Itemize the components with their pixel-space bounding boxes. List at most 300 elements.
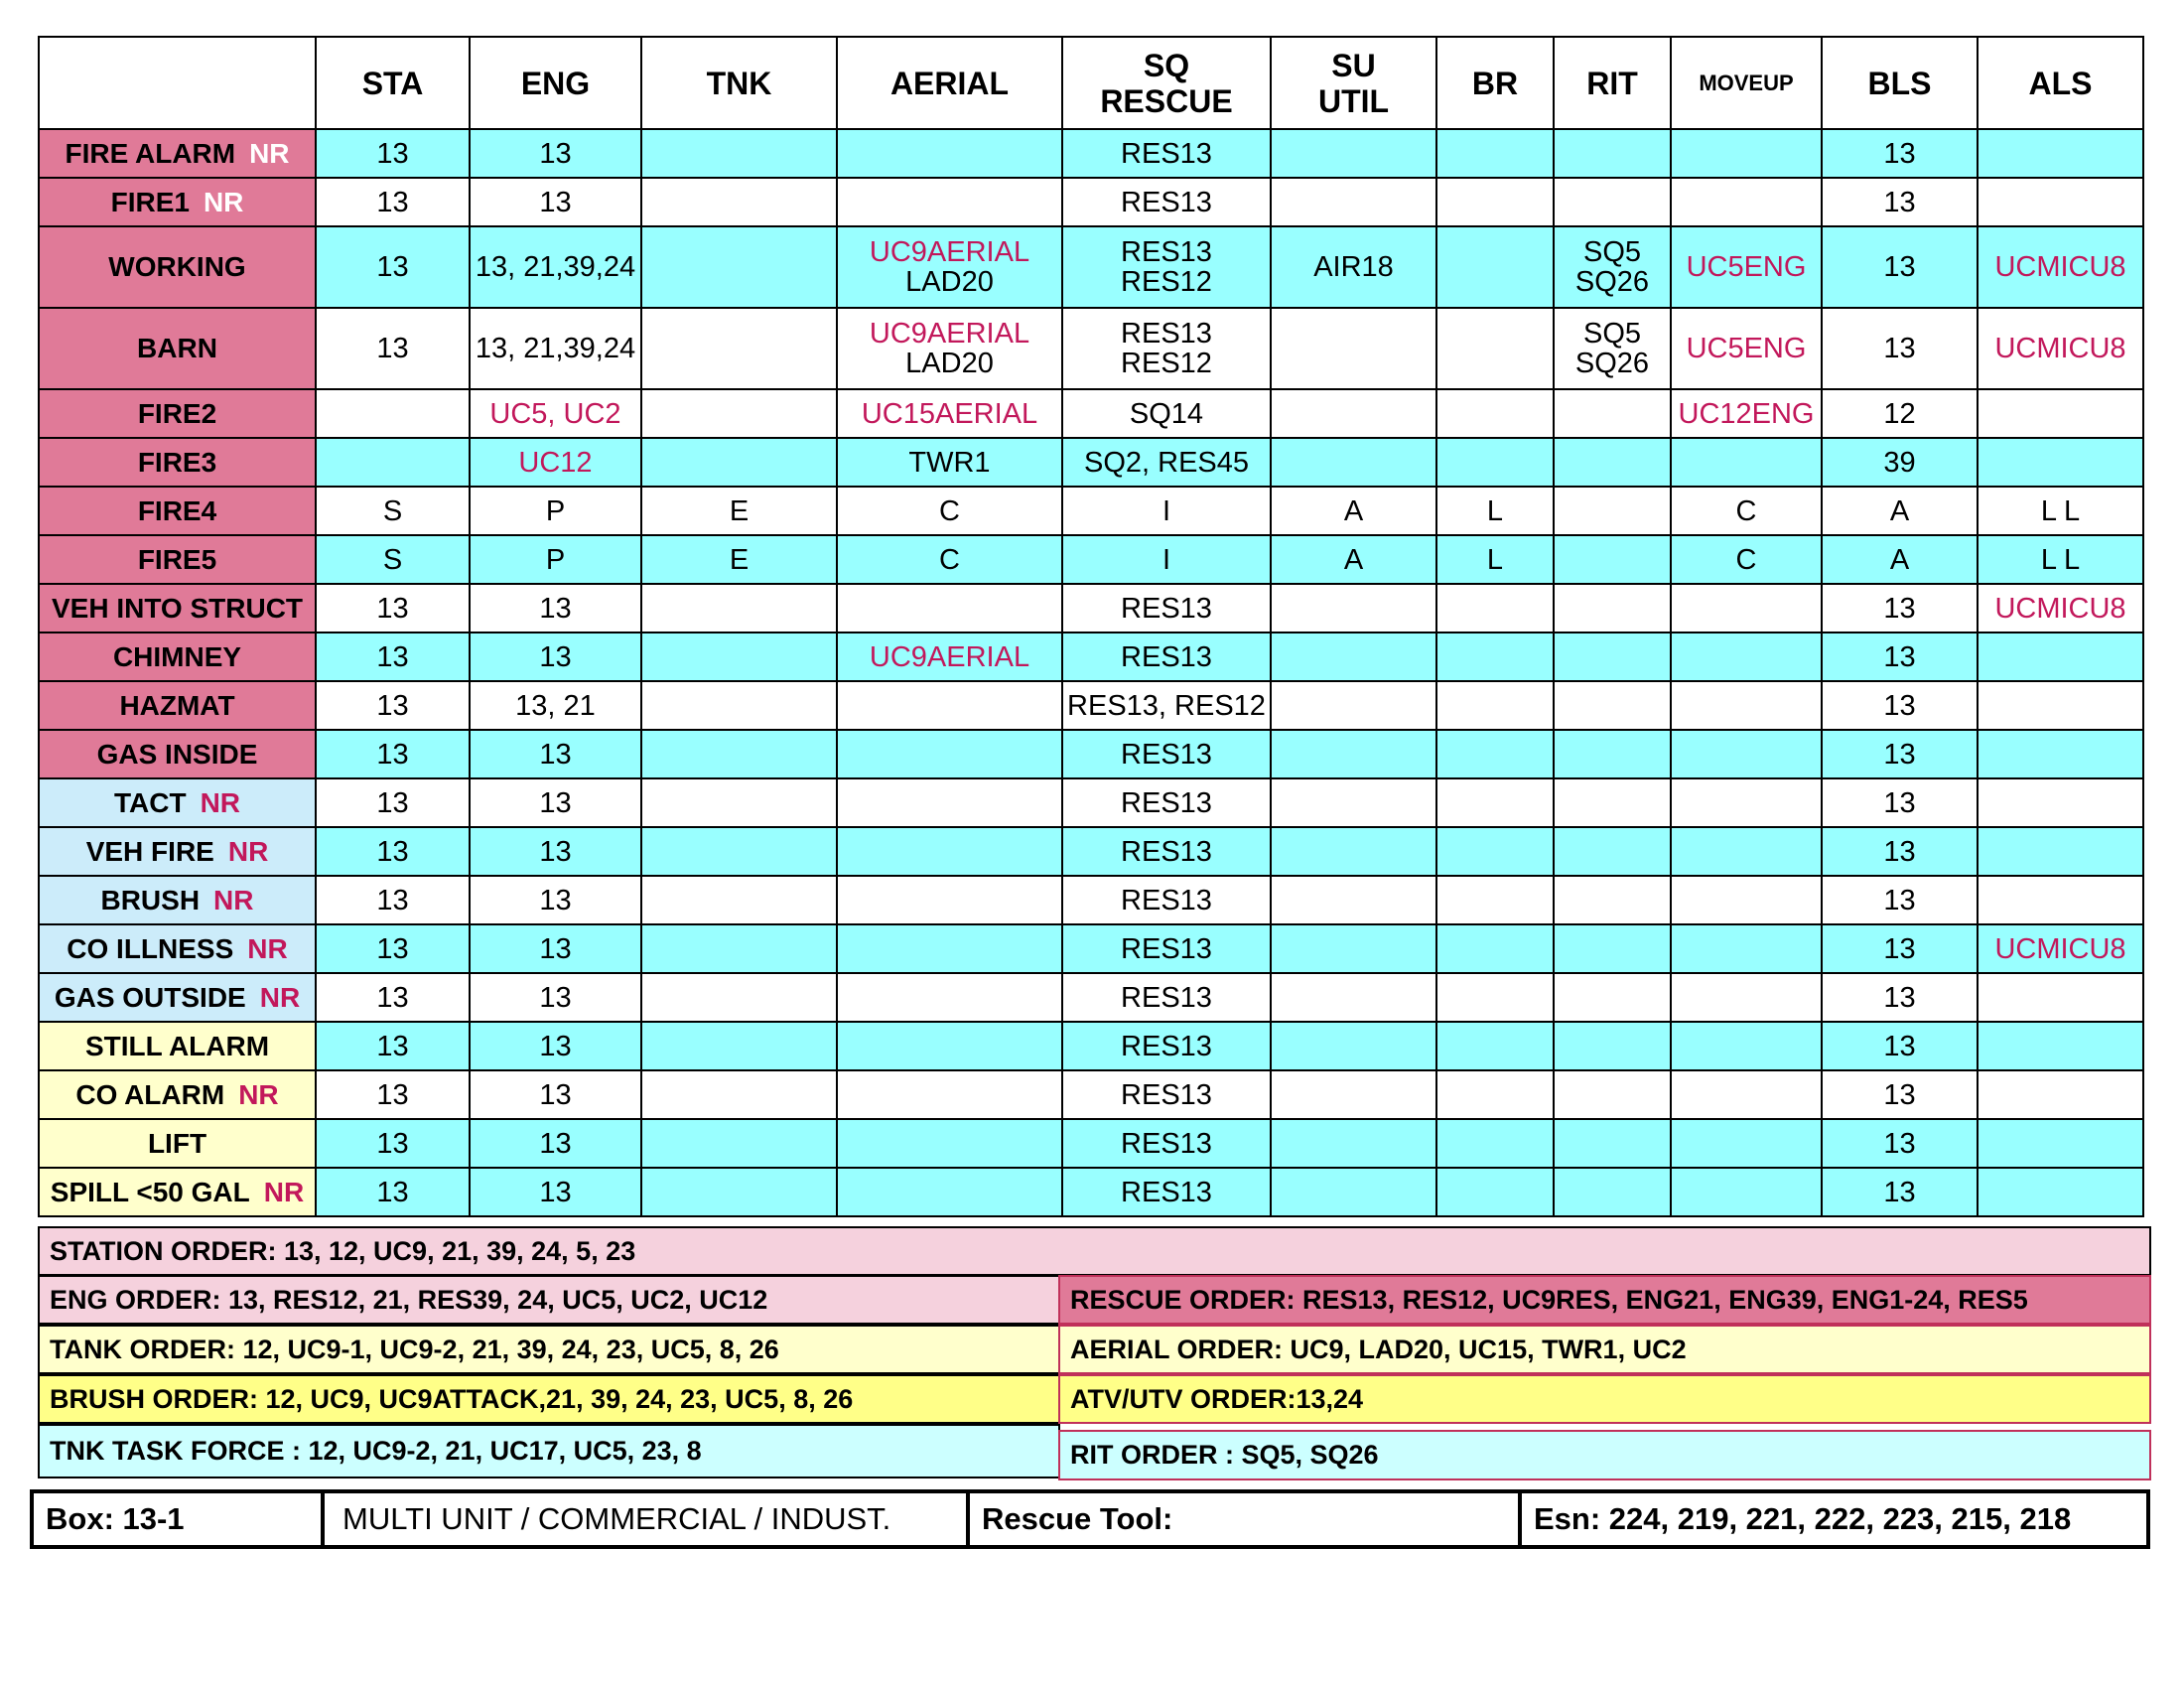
grid-cell <box>1671 778 1822 827</box>
grid-cell: L L <box>1978 487 2143 535</box>
grid-cell <box>837 827 1062 876</box>
grid-cell <box>1671 1070 1822 1119</box>
grid-cell <box>1671 1168 1822 1216</box>
grid-cell <box>1436 778 1554 827</box>
grid-cell <box>1554 535 1671 584</box>
row-label <box>39 487 316 535</box>
grid-cell: 13 <box>1822 226 1978 308</box>
row-label <box>39 973 316 1022</box>
grid-cell: RES13 <box>1062 1022 1271 1070</box>
grid-cell <box>641 438 837 487</box>
grid-cell <box>1436 973 1554 1022</box>
grid-cell <box>1671 924 1822 973</box>
grid-cell: A <box>1822 487 1978 535</box>
cell-line: LAD20 <box>905 266 994 298</box>
row-label-text: LIFT <box>147 1127 207 1159</box>
grid-cell: UC9AERIAL <box>837 633 1062 681</box>
grid-cell <box>316 389 470 438</box>
grid-cell <box>1671 1022 1822 1070</box>
grid-cell <box>641 1070 837 1119</box>
row-label-text: VEH INTO STRUCT <box>51 592 304 624</box>
grid-cell <box>1271 308 1436 389</box>
grid-cell <box>1271 681 1436 730</box>
column-header-10: BLS <box>1822 37 1978 129</box>
grid-cell: RES13 <box>1062 178 1271 226</box>
grid-cell <box>1671 633 1822 681</box>
row-label-text: BRUSH <box>100 884 201 915</box>
atv-utv-order: ATV/UTV ORDER:13,24 <box>1058 1374 2151 1424</box>
grid-cell <box>1271 389 1436 438</box>
grid-cell: RES13 <box>1062 1168 1271 1216</box>
table-row <box>39 973 2143 1022</box>
row-label <box>39 438 316 487</box>
grid-cell <box>837 778 1062 827</box>
grid-cell: RES13 <box>1062 827 1271 876</box>
grid-cell <box>1554 1119 1671 1168</box>
grid-cell <box>1554 633 1671 681</box>
grid-cell <box>1554 129 1671 178</box>
column-header-6: SU UTIL <box>1271 37 1436 129</box>
grid-cell <box>1271 438 1436 487</box>
grid-cell: UCMICU8 <box>1978 226 2143 308</box>
grid-cell: P <box>470 487 641 535</box>
grid-cell: 13 <box>470 1168 641 1216</box>
table-row <box>39 681 2143 730</box>
grid-cell <box>837 178 1062 226</box>
grid-cell <box>641 633 837 681</box>
table-row <box>39 827 2143 876</box>
grid-cell <box>837 681 1062 730</box>
grid-cell <box>1271 1070 1436 1119</box>
grid-cell: 13 <box>1822 681 1978 730</box>
grid-cell <box>1554 681 1671 730</box>
grid-cell: 13 <box>1822 778 1978 827</box>
grid-cell: 13 <box>1822 730 1978 778</box>
grid-cell <box>641 308 837 389</box>
grid-cell <box>641 129 837 178</box>
grid-cell: S <box>316 487 470 535</box>
grid-cell: 13, 21,39,24 <box>470 226 641 308</box>
row-label-text: FIRE ALARM <box>65 137 236 169</box>
grid-cell <box>1554 389 1671 438</box>
grid-cell <box>837 730 1062 778</box>
row-label-text: TACT <box>113 786 187 818</box>
grid-cell: 13 <box>1822 178 1978 226</box>
row-label <box>39 178 316 226</box>
response-grid <box>38 36 2144 1217</box>
grid-cell <box>1271 1119 1436 1168</box>
table-row <box>39 778 2143 827</box>
grid-cell: UCMICU8 <box>1978 308 2143 389</box>
grid-cell: 13 <box>316 827 470 876</box>
grid-cell: SQ5 SQ26 <box>1554 226 1671 308</box>
grid-cell <box>1978 730 2143 778</box>
grid-cell <box>1271 827 1436 876</box>
table-row <box>39 178 2143 226</box>
row-label-text: GAS INSIDE <box>96 738 258 770</box>
grid-cell: 13 <box>470 633 641 681</box>
table-row <box>39 308 2143 389</box>
grid-cell <box>641 681 837 730</box>
grid-cell <box>1436 876 1554 924</box>
rescue-order: RESCUE ORDER: RES13, RES12, UC9RES, ENG21, ENG39, ENG1-24, RES5 <box>1058 1275 2151 1325</box>
column-header-0 <box>39 37 316 129</box>
grid-cell <box>837 1119 1062 1168</box>
grid-cell: 13 <box>1822 973 1978 1022</box>
column-header-row <box>39 37 2143 129</box>
grid-cell: 13 <box>316 681 470 730</box>
grid-cell: L <box>1436 535 1554 584</box>
grid-cell: 13 <box>470 876 641 924</box>
grid-cell: 13 <box>1822 584 1978 633</box>
grid-cell: RES13 <box>1062 1119 1271 1168</box>
grid-cell <box>641 1022 837 1070</box>
grid-cell: 13 <box>470 1022 641 1070</box>
tank-order: TANK ORDER: 12, UC9-1, UC9-2, 21, 39, 24, 23, UC5, 8, 26 <box>38 1325 1060 1374</box>
row-label <box>39 129 316 178</box>
grid-cell: 13 <box>316 308 470 389</box>
grid-cell <box>1671 681 1822 730</box>
grid-cell: RES13 RES12 <box>1062 226 1271 308</box>
grid-cell: 13 <box>316 584 470 633</box>
grid-cell <box>1671 438 1822 487</box>
grid-cell: RES13 <box>1062 730 1271 778</box>
grid-cell: 13 <box>316 778 470 827</box>
grid-cell <box>1271 129 1436 178</box>
table-row <box>39 389 2143 438</box>
row-label <box>39 1022 316 1070</box>
table-row <box>39 1070 2143 1119</box>
grid-cell <box>641 924 837 973</box>
column-header-3: TNK <box>641 37 837 129</box>
row-label <box>39 681 316 730</box>
grid-cell <box>1271 584 1436 633</box>
grid-cell <box>1436 730 1554 778</box>
grid-cell <box>1271 924 1436 973</box>
table-row <box>39 1119 2143 1168</box>
grid-cell: RES13 <box>1062 876 1271 924</box>
brush-order: BRUSH ORDER: 12, UC9, UC9ATTACK,21, 39, 24, 23, UC5, 8, 26 <box>38 1374 1060 1424</box>
nr-badge: NR <box>238 1078 279 1110</box>
row-label <box>39 876 316 924</box>
grid-cell: 13 <box>1822 1070 1978 1119</box>
grid-cell: 13 <box>316 730 470 778</box>
grid-cell <box>1978 1070 2143 1119</box>
table-row <box>39 1022 2143 1070</box>
grid-cell <box>641 178 837 226</box>
table-row <box>39 226 2143 308</box>
grid-cell <box>1671 876 1822 924</box>
grid-cell: 13 <box>470 924 641 973</box>
grid-cell <box>1978 973 2143 1022</box>
grid-cell <box>1436 389 1554 438</box>
grid-cell <box>837 973 1062 1022</box>
aerial-order: AERIAL ORDER: UC9, LAD20, UC15, TWR1, UC2 <box>1058 1325 2151 1374</box>
grid-cell <box>1978 389 2143 438</box>
grid-cell <box>1554 876 1671 924</box>
grid-cell <box>1436 438 1554 487</box>
grid-cell: 12 <box>1822 389 1978 438</box>
grid-cell <box>1671 129 1822 178</box>
grid-cell <box>1554 924 1671 973</box>
grid-cell: UC12ENG <box>1671 389 1822 438</box>
grid-cell <box>1271 633 1436 681</box>
row-label <box>39 827 316 876</box>
grid-cell <box>1271 178 1436 226</box>
grid-cell <box>1271 1022 1436 1070</box>
row-label-text: FIRE3 <box>137 446 217 478</box>
grid-cell <box>1554 1070 1671 1119</box>
grid-cell <box>1671 178 1822 226</box>
grid-cell: 13 <box>316 226 470 308</box>
grid-cell <box>1554 487 1671 535</box>
grid-cell: E <box>641 487 837 535</box>
row-label <box>39 1119 316 1168</box>
grid-cell: S <box>316 535 470 584</box>
grid-cell <box>1978 876 2143 924</box>
grid-cell <box>1271 730 1436 778</box>
grid-cell: 13, 21,39,24 <box>470 308 641 389</box>
table-row <box>39 924 2143 973</box>
grid-cell: 13, 21 <box>470 681 641 730</box>
grid-cell: 13 <box>316 1070 470 1119</box>
grid-cell <box>641 730 837 778</box>
grid-cell <box>1554 730 1671 778</box>
column-header-5: SQ RESCUE <box>1062 37 1271 129</box>
cell-line: UC9AERIAL <box>869 318 1030 350</box>
grid-cell <box>837 924 1062 973</box>
grid-cell <box>1671 973 1822 1022</box>
grid-cell <box>1978 827 2143 876</box>
grid-cell: AIR18 <box>1271 226 1436 308</box>
nr-badge: NR <box>200 786 241 818</box>
grid-cell: UC5, UC2 <box>470 389 641 438</box>
row-label-text: FIRE4 <box>137 494 217 526</box>
grid-cell: 13 <box>1822 1119 1978 1168</box>
grid-cell: 13 <box>316 1168 470 1216</box>
grid-cell: C <box>837 535 1062 584</box>
grid-cell: 13 <box>1822 308 1978 389</box>
grid-cell: TWR1 <box>837 438 1062 487</box>
grid-cell: L <box>1436 487 1554 535</box>
grid-cell: RES13 <box>1062 973 1271 1022</box>
cell-line: UC9AERIAL <box>869 236 1030 268</box>
grid-cell: 13 <box>470 129 641 178</box>
grid-cell <box>641 389 837 438</box>
table-row <box>39 876 2143 924</box>
grid-cell: 13 <box>1822 876 1978 924</box>
grid-cell: UC15AERIAL <box>837 389 1062 438</box>
grid-cell <box>1554 1022 1671 1070</box>
table-row <box>39 584 2143 633</box>
grid-cell: RES13, RES12 <box>1062 681 1271 730</box>
rescue-tool: Rescue Tool: <box>970 1493 1522 1545</box>
grid-cell: E <box>641 535 837 584</box>
cell-line: LAD20 <box>905 348 994 379</box>
row-label <box>39 778 316 827</box>
grid-cell <box>1271 778 1436 827</box>
grid-cell <box>641 226 837 308</box>
grid-cell <box>1978 438 2143 487</box>
table-row <box>39 633 2143 681</box>
grid-cell: 13 <box>1822 633 1978 681</box>
grid-cell: UC5ENG <box>1671 308 1822 389</box>
row-label-text: STILL ALARM <box>84 1030 270 1061</box>
grid-cell: P <box>470 535 641 584</box>
row-label <box>39 633 316 681</box>
grid-cell: I <box>1062 487 1271 535</box>
grid-cell <box>1978 681 2143 730</box>
occupancy-type: MULTI UNIT / COMMERCIAL / INDUST. <box>325 1493 970 1545</box>
grid-cell <box>1436 924 1554 973</box>
grid-cell <box>641 584 837 633</box>
grid-cell: UC12 <box>470 438 641 487</box>
grid-cell: I <box>1062 535 1271 584</box>
grid-cell <box>1271 876 1436 924</box>
grid-cell: 13 <box>470 973 641 1022</box>
grid-cell <box>1978 633 2143 681</box>
grid-cell <box>641 778 837 827</box>
grid-cell <box>1978 1119 2143 1168</box>
row-label-text: BARN <box>137 333 217 363</box>
table-row <box>39 730 2143 778</box>
grid-cell: 13 <box>1822 827 1978 876</box>
grid-cell: 13 <box>316 973 470 1022</box>
grid-cell: 39 <box>1822 438 1978 487</box>
grid-cell: UCMICU8 <box>1978 584 2143 633</box>
grid-cell: 13 <box>470 1070 641 1119</box>
grid-cell <box>641 876 837 924</box>
grid-cell <box>1671 730 1822 778</box>
table-row <box>39 1168 2143 1216</box>
grid-cell <box>1436 129 1554 178</box>
grid-cell: RES13 <box>1062 1070 1271 1119</box>
grid-cell <box>1436 584 1554 633</box>
grid-cell <box>1978 1168 2143 1216</box>
grid-cell <box>837 308 1062 389</box>
grid-cell: 13 <box>470 178 641 226</box>
grid-cell <box>1271 1168 1436 1216</box>
grid-cell: L L <box>1978 535 2143 584</box>
grid-cell: C <box>1671 535 1822 584</box>
grid-cell: RES13 <box>1062 633 1271 681</box>
row-label-text: CO ILLNESS <box>67 932 234 964</box>
grid-cell: UC5ENG <box>1671 226 1822 308</box>
column-header-11: ALS <box>1978 37 2143 129</box>
nr-badge: NR <box>259 981 301 1013</box>
grid-cell: 13 <box>316 924 470 973</box>
grid-cell: 13 <box>470 827 641 876</box>
row-label-text: HAZMAT <box>119 689 235 721</box>
grid-cell: A <box>1822 535 1978 584</box>
grid-cell: 13 <box>316 1022 470 1070</box>
rit-order: RIT ORDER : SQ5, SQ26 <box>1058 1430 2151 1480</box>
grid-cell <box>1271 973 1436 1022</box>
grid-cell <box>1436 1022 1554 1070</box>
box-info-footer <box>30 1489 2150 1549</box>
eng-order: ENG ORDER: 13, RES12, 21, RES39, 24, UC5, UC2, UC12 <box>38 1275 1060 1325</box>
table-row <box>39 129 2143 178</box>
grid-cell <box>1436 1119 1554 1168</box>
grid-cell <box>837 129 1062 178</box>
nr-badge: NR <box>247 932 288 964</box>
grid-cell <box>1554 178 1671 226</box>
grid-cell: 13 <box>316 876 470 924</box>
grid-cell: A <box>1271 535 1436 584</box>
column-header-2: ENG <box>470 37 641 129</box>
grid-cell: 13 <box>316 178 470 226</box>
grid-cell: 13 <box>470 1119 641 1168</box>
grid-cell <box>1554 438 1671 487</box>
grid-cell: 13 <box>316 129 470 178</box>
row-label <box>39 1168 316 1216</box>
grid-cell <box>1436 827 1554 876</box>
row-label <box>39 730 316 778</box>
grid-cell <box>1671 584 1822 633</box>
grid-cell: 13 <box>1822 924 1978 973</box>
grid-cell <box>316 438 470 487</box>
row-label <box>39 535 316 584</box>
grid-cell: RES13 <box>1062 129 1271 178</box>
table-row <box>39 487 2143 535</box>
grid-cell <box>1978 129 2143 178</box>
grid-cell <box>837 226 1062 308</box>
row-label-text: VEH FIRE <box>85 835 214 867</box>
grid-cell: 13 <box>1822 129 1978 178</box>
grid-cell: RES13 <box>1062 778 1271 827</box>
box-number: Box: 13-1 <box>34 1493 325 1545</box>
grid-cell <box>1436 1168 1554 1216</box>
grid-cell <box>641 1168 837 1216</box>
nr-badge: NR <box>227 835 269 867</box>
row-label-text: CHIMNEY <box>112 640 242 672</box>
grid-cell <box>1554 584 1671 633</box>
grid-cell <box>1554 1168 1671 1216</box>
row-label <box>39 584 316 633</box>
grid-cell: C <box>1671 487 1822 535</box>
grid-cell: SQ2, RES45 <box>1062 438 1271 487</box>
grid-cell: RES13 <box>1062 924 1271 973</box>
grid-cell <box>1554 827 1671 876</box>
grid-cell: RES13 RES12 <box>1062 308 1271 389</box>
grid-cell <box>641 1119 837 1168</box>
grid-cell <box>1436 226 1554 308</box>
grid-cell <box>1436 1070 1554 1119</box>
grid-cell <box>837 1168 1062 1216</box>
row-label-text: FIRE2 <box>137 397 217 429</box>
row-label <box>39 1070 316 1119</box>
column-header-1: STA <box>316 37 470 129</box>
grid-cell: 13 <box>316 633 470 681</box>
grid-cell: UCMICU8 <box>1978 924 2143 973</box>
column-header-7: BR <box>1436 37 1554 129</box>
grid-cell <box>837 1070 1062 1119</box>
row-label-text: CO ALARM <box>75 1078 225 1110</box>
row-label-text: WORKING <box>108 251 246 282</box>
grid-cell <box>1436 633 1554 681</box>
row-label-text: FIRE1 <box>110 186 190 217</box>
esn-list: Esn: 224, 219, 221, 222, 223, 215, 218 <box>1534 1501 2072 1536</box>
nr-badge: NR <box>213 884 254 915</box>
grid-cell <box>1978 1022 2143 1070</box>
nr-badge: NR <box>203 186 244 217</box>
grid-cell <box>1554 973 1671 1022</box>
grid-cell <box>641 973 837 1022</box>
grid-cell <box>1978 778 2143 827</box>
table-row <box>39 438 2143 487</box>
grid-cell: 13 <box>470 730 641 778</box>
column-header-4: AERIAL <box>837 37 1062 129</box>
